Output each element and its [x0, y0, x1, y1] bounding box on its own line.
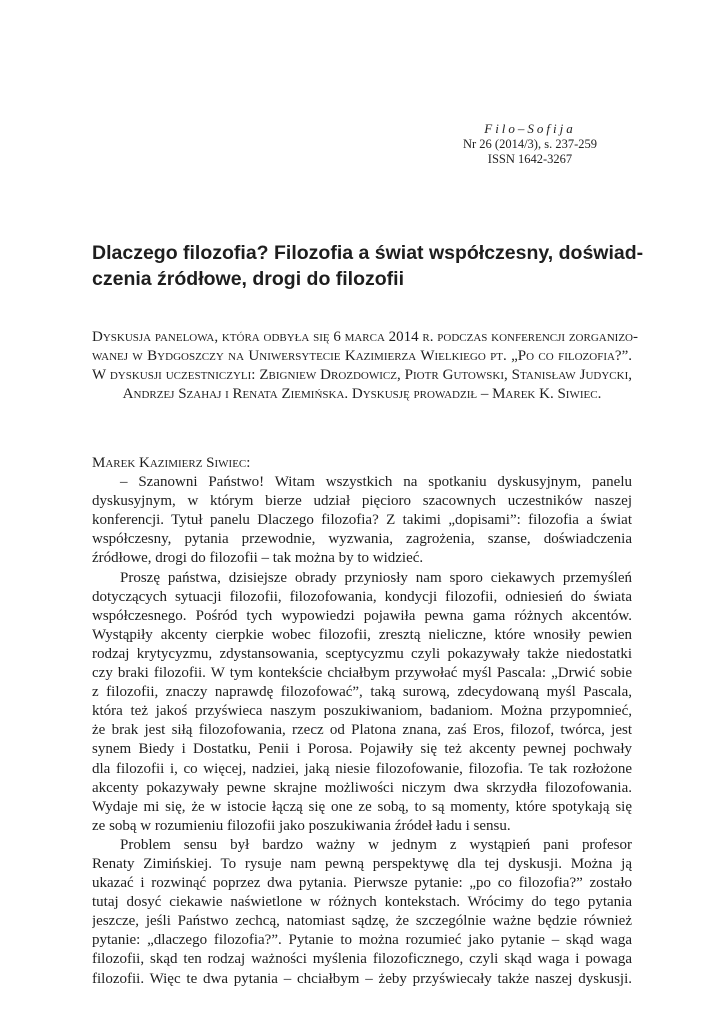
- intro-line: wanej w Bydgoszczy na Uniwersytecie Kazimierza Wielkiego pt. „Po co filozofia?”.: [92, 348, 632, 364]
- body-line: z filozofii, znaczy naprawdę filozofować”, taką surową, zdecydowaną myśl Pascala,: [92, 684, 632, 701]
- body-line: filozofii, skąd ten rodzaj ważności myślenia filozoficznego, czyli skąd waga i powaga: [92, 951, 632, 968]
- body-line: – Szanowni Państwo! Witam wszystkich na spotkaniu dyskusyjnym, panelu: [120, 474, 632, 491]
- body-line: jeszcze, jeśli Państwo zechcą, natomiast sądzę, że szczególnie ważne będzie również: [92, 913, 632, 930]
- body-line: Renaty Zimińskiej. To rysuje nam pewną perspektywę dla tej dyskusji. Można ją: [92, 855, 632, 872]
- issue-info: Nr 26 (2014/3), s. 237-259: [462, 136, 597, 151]
- intro-line: Dyskusja panelowa, która odbyła się 6 marca 2014 r. podczas konferencji zorganizo-: [92, 329, 638, 345]
- intro-line: Andrzej Szahaj i Renata Ziemińska. Dyskusję prowadził – Marek K. Siwiec.: [122, 386, 602, 402]
- article-title: [92, 240, 644, 292]
- journal-name: Filo–Sofija: [484, 121, 576, 136]
- intro-paragraph: [92, 328, 638, 404]
- body-line: tutaj dosyć ciekawie naświetlone w różnych kontekstach. Wrócimy do tego pytania: [92, 894, 632, 911]
- issn: ISSN 1642-3267: [487, 152, 573, 166]
- body-line: konferencji. Tytuł panelu Dlaczego filozofia? Z takimi „dopisami”: filozofia a świat: [92, 512, 632, 529]
- intro-line: W dyskusji uczestniczyli: Zbigniew Drozdowicz, Piotr Gutowski, Stanisław Judycki,: [92, 367, 632, 383]
- body-line: czy braki filozofii. W tym kontekście chciałbym przywołać myśl Pascala: „Drwić sobie: [92, 665, 632, 682]
- body-line: Proszę państwa, dzisiejsze obrady przyniosły nam sporo ciekawych przemyśleń: [120, 569, 632, 586]
- title-line: Dlaczego filozofia? Filozofia a świat współczesny, doświad-: [92, 242, 644, 264]
- body-line: ze sobą w rozumieniu filozofii jako poszukiwania źródeł ładu i sensu.: [92, 817, 511, 834]
- body-line: synem Biedy i Dostatku, Penii i Porosa. Pojawiły się też akcenty pewnej pochwały: [92, 741, 632, 758]
- body-line: źródłowe, drogi do filozofii – tak można by to widzieć.: [92, 550, 424, 567]
- body-line: dyskusyjnym, w którym bierze udział pięcioro szacownych uczestników naszej: [92, 493, 632, 510]
- body-line: która też jakoś przyświeca naszym poszukiwaniom, badaniom. Można przypomnieć,: [92, 703, 632, 720]
- body-line: Wystąpiły akcenty cierpkie wobec filozofii, zresztą nieliczne, które wnosiły pewien: [92, 626, 632, 643]
- body-line: Wydaje mi się, że w istocie łączą się one ze sobą, to są momenty, które spotykają się: [92, 798, 632, 815]
- body-line: pytanie: „dlaczego filozofia?”. Pytanie to można rozumieć jako pytanie – skąd waga: [92, 932, 632, 949]
- body-line: dla filozofii i, co więcej, nadziei, jaką niesie filozofowanie, filozofia. Te tak rozłożone: [92, 760, 632, 777]
- body-line: filozofii. Więc te dwa pytania – chciałbym – żeby przyświecały także naszej dyskusji.: [92, 970, 632, 987]
- speaker-name: Marek Kazimierz Siwiec:: [92, 455, 251, 471]
- body-line: Problem sensu był bardzo ważny w jednym z wystąpień pani profesor: [120, 836, 632, 853]
- body-line: dotyczących sytuacji filozofii, filozofowania, kondycji filozofii, odniesień do świata: [92, 588, 632, 605]
- journal-header: [440, 121, 620, 168]
- body-line: akcenty pokazywały pewne skrajne możliwości niczym dwa skrzydła filozofowania.: [92, 779, 632, 796]
- body-line: współczesny, pytania przewodnie, wyzwania, zagrożenia, szanse, doświadczenia: [92, 531, 632, 548]
- body-line: ukazać i rozwinąć poprzez dwa pytania. Pierwsze pytanie: „po co filozofia?” zostało: [92, 875, 632, 892]
- body-line: że brak jest siłą filozofowania, rzecz od Platona znana, zaś Eros, filozof, twórca, jest: [92, 722, 632, 739]
- body-line: rodzaj krytycyzmu, zdystansowania, sceptycyzmu czyli pokazywały także niedostatki: [92, 645, 632, 662]
- body-line: współczesnego. Pośród tych wypowiedzi pojawiła pewna gama różnych akcentów.: [92, 607, 632, 624]
- article-body: [92, 454, 632, 989]
- title-line: czenia źródłowe, drogi do filozofii: [92, 268, 404, 290]
